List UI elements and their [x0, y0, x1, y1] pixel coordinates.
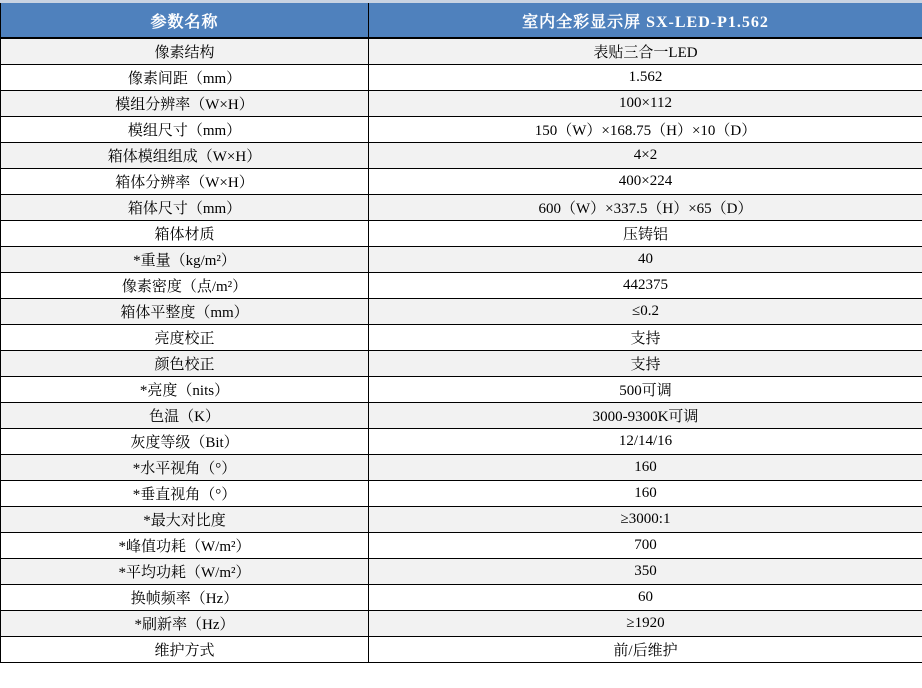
param-name-cell: 色温（K）: [1, 402, 369, 428]
param-value-cell: 700: [369, 532, 922, 558]
table-row: [1, 558, 922, 584]
param-name-cell: *水平视角（°）: [1, 454, 369, 480]
spec-table: [0, 3, 922, 663]
param-name-cell: *最大对比度: [1, 506, 369, 532]
spec-table-body: [1, 38, 922, 662]
param-value-cell: 1.562: [369, 64, 922, 90]
param-name-cell: 亮度校正: [1, 324, 369, 350]
table-row: [1, 64, 922, 90]
param-name-cell: 换帧频率（Hz）: [1, 584, 369, 610]
param-value-cell: 40: [369, 246, 922, 272]
table-row: [1, 428, 922, 454]
table-row: [1, 194, 922, 220]
param-name-cell: *峰值功耗（W/m²）: [1, 532, 369, 558]
param-value-cell: 支持: [369, 350, 922, 376]
table-row: [1, 480, 922, 506]
table-row: [1, 584, 922, 610]
param-name-cell: 箱体模组组成（W×H）: [1, 142, 369, 168]
param-value-cell: 150（W）×168.75（H）×10（D）: [369, 116, 922, 142]
param-name-cell: 箱体尺寸（mm）: [1, 194, 369, 220]
table-row: [1, 90, 922, 116]
param-value-cell: 400×224: [369, 168, 922, 194]
param-name-cell: 箱体材质: [1, 220, 369, 246]
param-name-cell: 灰度等级（Bit）: [1, 428, 369, 454]
param-name-cell: *垂直视角（°）: [1, 480, 369, 506]
param-name-cell: *刷新率（Hz）: [1, 610, 369, 636]
param-value-cell: 12/14/16: [369, 428, 922, 454]
param-name-cell: 箱体分辨率（W×H）: [1, 168, 369, 194]
param-value-cell: 100×112: [369, 90, 922, 116]
table-row: [1, 246, 922, 272]
param-value-cell: 表贴三合一LED: [369, 38, 922, 64]
param-value-cell: 500可调: [369, 376, 922, 402]
table-row: [1, 454, 922, 480]
table-row: [1, 272, 922, 298]
param-value-cell: 600（W）×337.5（H）×65（D）: [369, 194, 922, 220]
param-name-cell: 模组分辨率（W×H）: [1, 90, 369, 116]
param-value-cell: 160: [369, 480, 922, 506]
table-row: [1, 142, 922, 168]
table-row: [1, 402, 922, 428]
param-name-header: 参数名称: [1, 3, 369, 38]
param-name-cell: 维护方式: [1, 636, 369, 662]
param-value-cell: 支持: [369, 324, 922, 350]
param-name-cell: *亮度（nits）: [1, 376, 369, 402]
table-row: [1, 38, 922, 64]
param-value-cell: ≤0.2: [369, 298, 922, 324]
table-row: [1, 610, 922, 636]
param-value-cell: 60: [369, 584, 922, 610]
param-value-cell: 160: [369, 454, 922, 480]
param-name-cell: *重量（kg/m²）: [1, 246, 369, 272]
product-name-header: 室内全彩显示屏 SX-LED-P1.562: [369, 3, 922, 38]
param-value-cell: 压铸铝: [369, 220, 922, 246]
param-name-cell: 像素密度（点/m²）: [1, 272, 369, 298]
param-value-cell: ≥1920: [369, 610, 922, 636]
param-name-cell: 颜色校正: [1, 350, 369, 376]
table-row: [1, 506, 922, 532]
param-name-cell: 像素间距（mm）: [1, 64, 369, 90]
param-value-cell: 350: [369, 558, 922, 584]
table-row: [1, 168, 922, 194]
header-row: [1, 3, 922, 38]
param-value-cell: 442375: [369, 272, 922, 298]
table-row: [1, 350, 922, 376]
table-row: [1, 376, 922, 402]
param-name-cell: 模组尺寸（mm）: [1, 116, 369, 142]
param-name-cell: 像素结构: [1, 38, 369, 64]
param-name-cell: *平均功耗（W/m²）: [1, 558, 369, 584]
table-row: [1, 220, 922, 246]
table-row: [1, 298, 922, 324]
table-row: [1, 324, 922, 350]
param-value-cell: 3000-9300K可调: [369, 402, 922, 428]
table-row: [1, 116, 922, 142]
param-name-cell: 箱体平整度（mm）: [1, 298, 369, 324]
param-value-cell: 4×2: [369, 142, 922, 168]
param-value-cell: 前/后维护: [369, 636, 922, 662]
table-row: [1, 636, 922, 662]
table-row: [1, 532, 922, 558]
param-value-cell: ≥3000:1: [369, 506, 922, 532]
